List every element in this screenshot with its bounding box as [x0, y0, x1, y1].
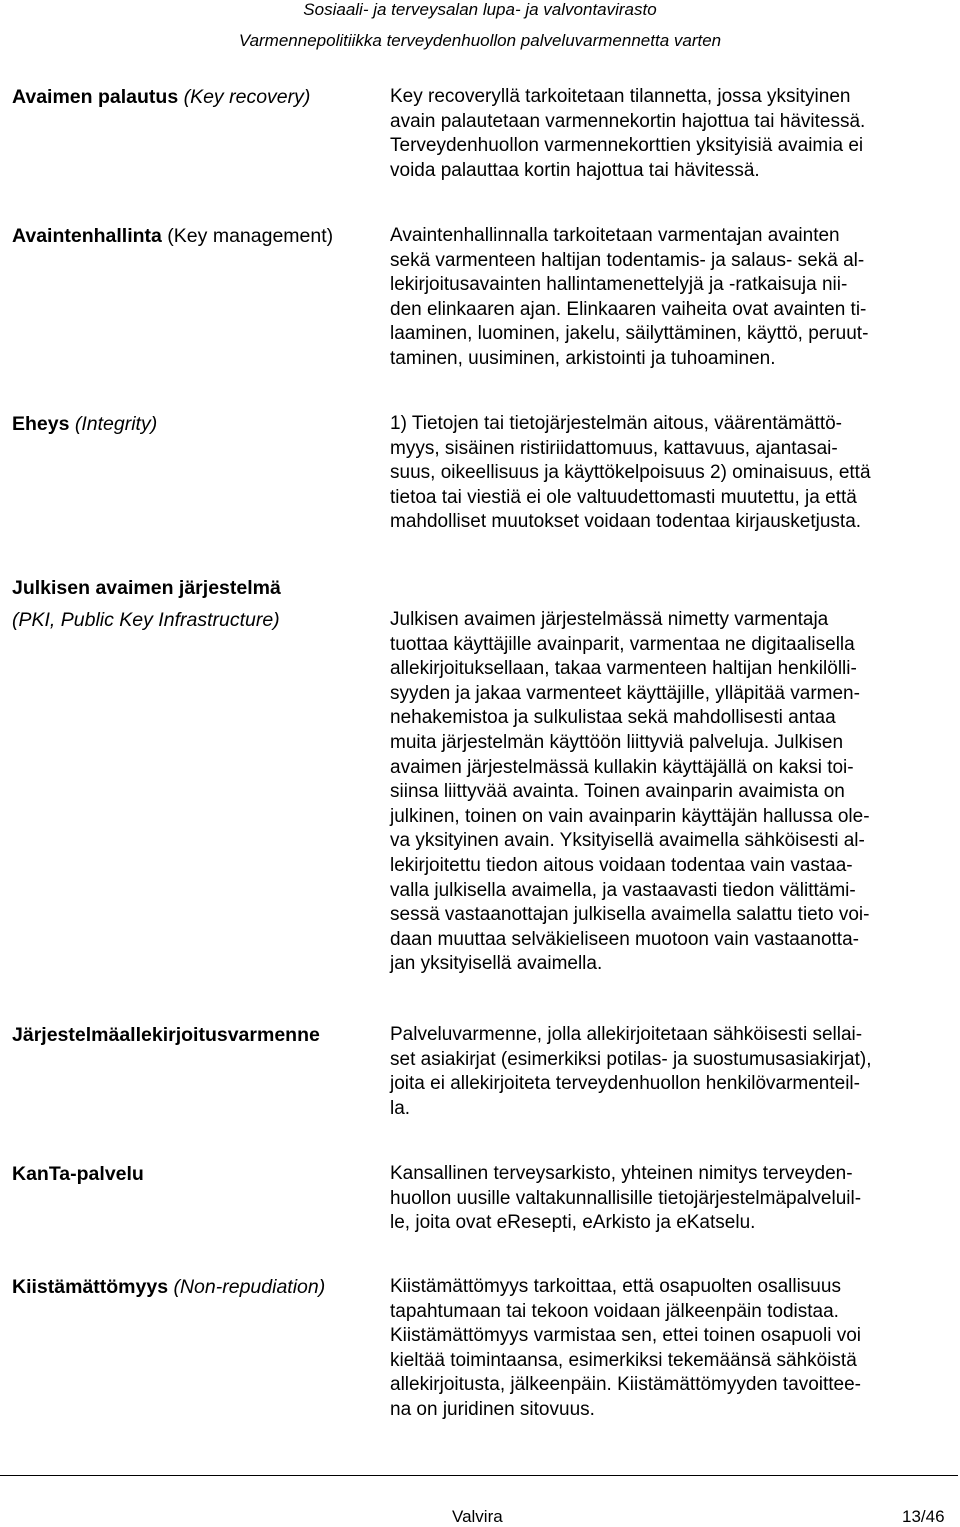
term-key-management [12, 224, 333, 248]
term-pki-english [12, 608, 280, 632]
term-key-recovery [12, 85, 310, 109]
definition-line: nehakemistoa ja sulkulistaa sekä mahdollisesti antaa [390, 707, 836, 729]
term-kanta-service [12, 1162, 144, 1186]
term-pki [12, 576, 281, 600]
definition-line: sessä vastaanottajan julkisella avaimella salattu tieto voi- [390, 904, 870, 926]
definition-line: den elinkaaren ajan. Elinkaaren vaiheita ovat avainten ti- [390, 298, 867, 320]
definition-line: le, joita ovat eResepti, eArkisto ja eKatselu. [390, 1212, 756, 1234]
definition-non-repudiation [390, 1275, 958, 1423]
definition-line: myys, sisäinen ristiriidattomuus, kattavuus, ajantasai- [390, 437, 838, 459]
definition-line: Avaintenhallinnalla tarkoitetaan varmentajan avainten [390, 225, 840, 246]
definition-line: Key recoveryllä tarkoitetaan tilannetta, jossa yksityinen [390, 86, 851, 107]
definition-key-recovery [390, 85, 958, 183]
definition-line: voida palauttaa kortin hajottua tai hävitessä. [390, 159, 760, 181]
term-non-repudiation-name: Kiistämättömyys [12, 1276, 169, 1298]
term-system-signature-certificate-name: Järjestelmäallekirjoitusvarmenne [12, 1024, 320, 1046]
footer-organization: Valvira [452, 1507, 503, 1526]
term-key-management-name: Avaintenhallinta [12, 225, 162, 247]
header-agency: Sosiaali- ja terveysalan lupa- ja valvontavirasto [303, 0, 657, 19]
definition-line: Terveydenhuollon varmennekorttien yksityisiä avaimia ei [390, 135, 864, 157]
term-pki-english-text: (PKI, Public Key Infrastructure) [12, 609, 280, 631]
definition-line: Palveluvarmenne, jolla allekirjoitetaan sähköisesti sellai- [390, 1024, 863, 1045]
definition-system-signature-certificate [390, 1023, 958, 1121]
term-key-recovery-name: Avaimen palautus [12, 86, 179, 108]
term-pki-name: Julkisen avaimen järjestelmä [12, 577, 281, 599]
definition-pki [390, 608, 958, 977]
definition-line: huollon uusille valtakunnallisille tietojärjestelmäpalveluil- [390, 1187, 862, 1209]
definition-line: na on juridinen sitovuus. [390, 1398, 595, 1420]
definition-line: tietoa tai viestiä ei ole valtuudettomasti muutettu, ja että [390, 486, 857, 508]
definition-line: suus, oikeellisuus ja käyttökelpoisuus 2) ominaisuus, että [390, 462, 871, 484]
definition-line: va yksityinen avain. Yksityisellä avaimella sähköisesti al- [390, 830, 865, 852]
definition-line: avain palautetaan varmennekortin hajottua tai hävitessä. [390, 110, 866, 132]
definition-integrity [390, 412, 958, 535]
definition-line: syyden ja jakaa varmenteet käyttäjille, ylläpitää varmen- [390, 682, 860, 704]
definition-line: allekirjoituksellaan, takaa varmenteen haltijan henkilölli- [390, 658, 857, 680]
footer-divider [0, 1475, 958, 1476]
definition-line: mahdolliset muutokset voidaan todentaa kirjausketjusta. [390, 511, 862, 533]
definition-line: sekä varmenteen haltijan todentamis- ja salaus- sekä al- [390, 249, 865, 271]
definition-line: lekirjoitettu tiedon aitous voidaan todentaa vain vastaa- [390, 854, 853, 876]
definition-line: kieltää toimintaansa, esimerkiksi tekemäänsä sähköistä [390, 1349, 857, 1371]
definition-line: allekirjoitusta, jälkeenpäin. Kiistämättömyyden tavoittee- [390, 1374, 862, 1396]
definition-line: Kansallinen terveysarkisto, yhteinen nimitys terveyden- [390, 1163, 853, 1184]
definition-line: Kiistämättömyys varmistaa sen, ettei toinen osapuoli voi [390, 1325, 861, 1347]
definition-line: muita järjestelmän käyttöön liittyviä palveluja. Julkisen [390, 731, 844, 753]
term-non-repudiation [12, 1275, 325, 1299]
term-integrity-name: Eheys [12, 413, 70, 435]
term-key-management-english: (Key management) [161, 225, 334, 247]
term-integrity-english: (Integrity) [69, 413, 158, 435]
definition-line: julkinen, toinen on vain avainparin käyttäjän hallussa ole- [390, 805, 870, 827]
term-key-recovery-english: (Key recovery) [178, 86, 311, 108]
term-system-signature-certificate [12, 1023, 320, 1047]
definition-line: tapahtumaan tai tekoon voidaan jälkeenpäin todistaa. [390, 1300, 839, 1322]
definition-line: Julkisen avaimen järjestelmässä nimetty varmentaja [390, 609, 829, 630]
definition-line: set asiakirjat (esimerkiksi potilas- ja suostumusasiakirjat), [390, 1048, 872, 1070]
definition-line: tuottaa käyttäjille avainparit, varmentaa ne digitaalisella [390, 633, 855, 655]
header-document-title: Varmennepolitiikka terveydenhuollon palveluvarmennetta varten [238, 31, 722, 50]
term-integrity [12, 412, 157, 436]
term-non-repudiation-english: (Non-repudiation) [168, 1276, 326, 1298]
definition-line: valla julkisella avaimella, ja vastaavasti tiedon välittämi- [390, 879, 856, 901]
definition-line: taminen, uusiminen, arkistointi ja tuhoaminen. [390, 347, 776, 369]
definition-line: avaimen järjestelmässä kullakin käyttäjällä on kaksi toi- [390, 756, 854, 778]
definition-line: joita ei allekirjoiteta terveydenhuollon henkilövarmenteil- [390, 1073, 860, 1095]
term-kanta-service-name: KanTa-palvelu [12, 1163, 144, 1185]
definition-line: laaminen, luominen, jakelu, säilyttäminen, käyttö, peruut- [390, 323, 869, 345]
definition-key-management [390, 224, 958, 372]
definition-line: lekirjoitusavainten hallintamenettelyjä ja -ratkaisuja nii- [390, 274, 848, 296]
definition-line: Kiistämättömyys tarkoittaa, että osapuolten osallisuus [390, 1276, 841, 1297]
page-number: 13/46 [902, 1507, 945, 1526]
definition-line: daan muuttaa selväkieliseen muotoon vain vastaanotta- [390, 928, 859, 950]
definition-line: jan yksityisellä avaimella. [390, 953, 603, 975]
definition-line: la. [390, 1097, 411, 1119]
definition-line: siinsa liittyvää avainta. Toinen avainparin avaimista on [390, 781, 845, 803]
definition-line: 1) Tietojen tai tietojärjestelmän aitous, väärentämättö- [390, 413, 843, 434]
definition-kanta-service [390, 1162, 958, 1236]
